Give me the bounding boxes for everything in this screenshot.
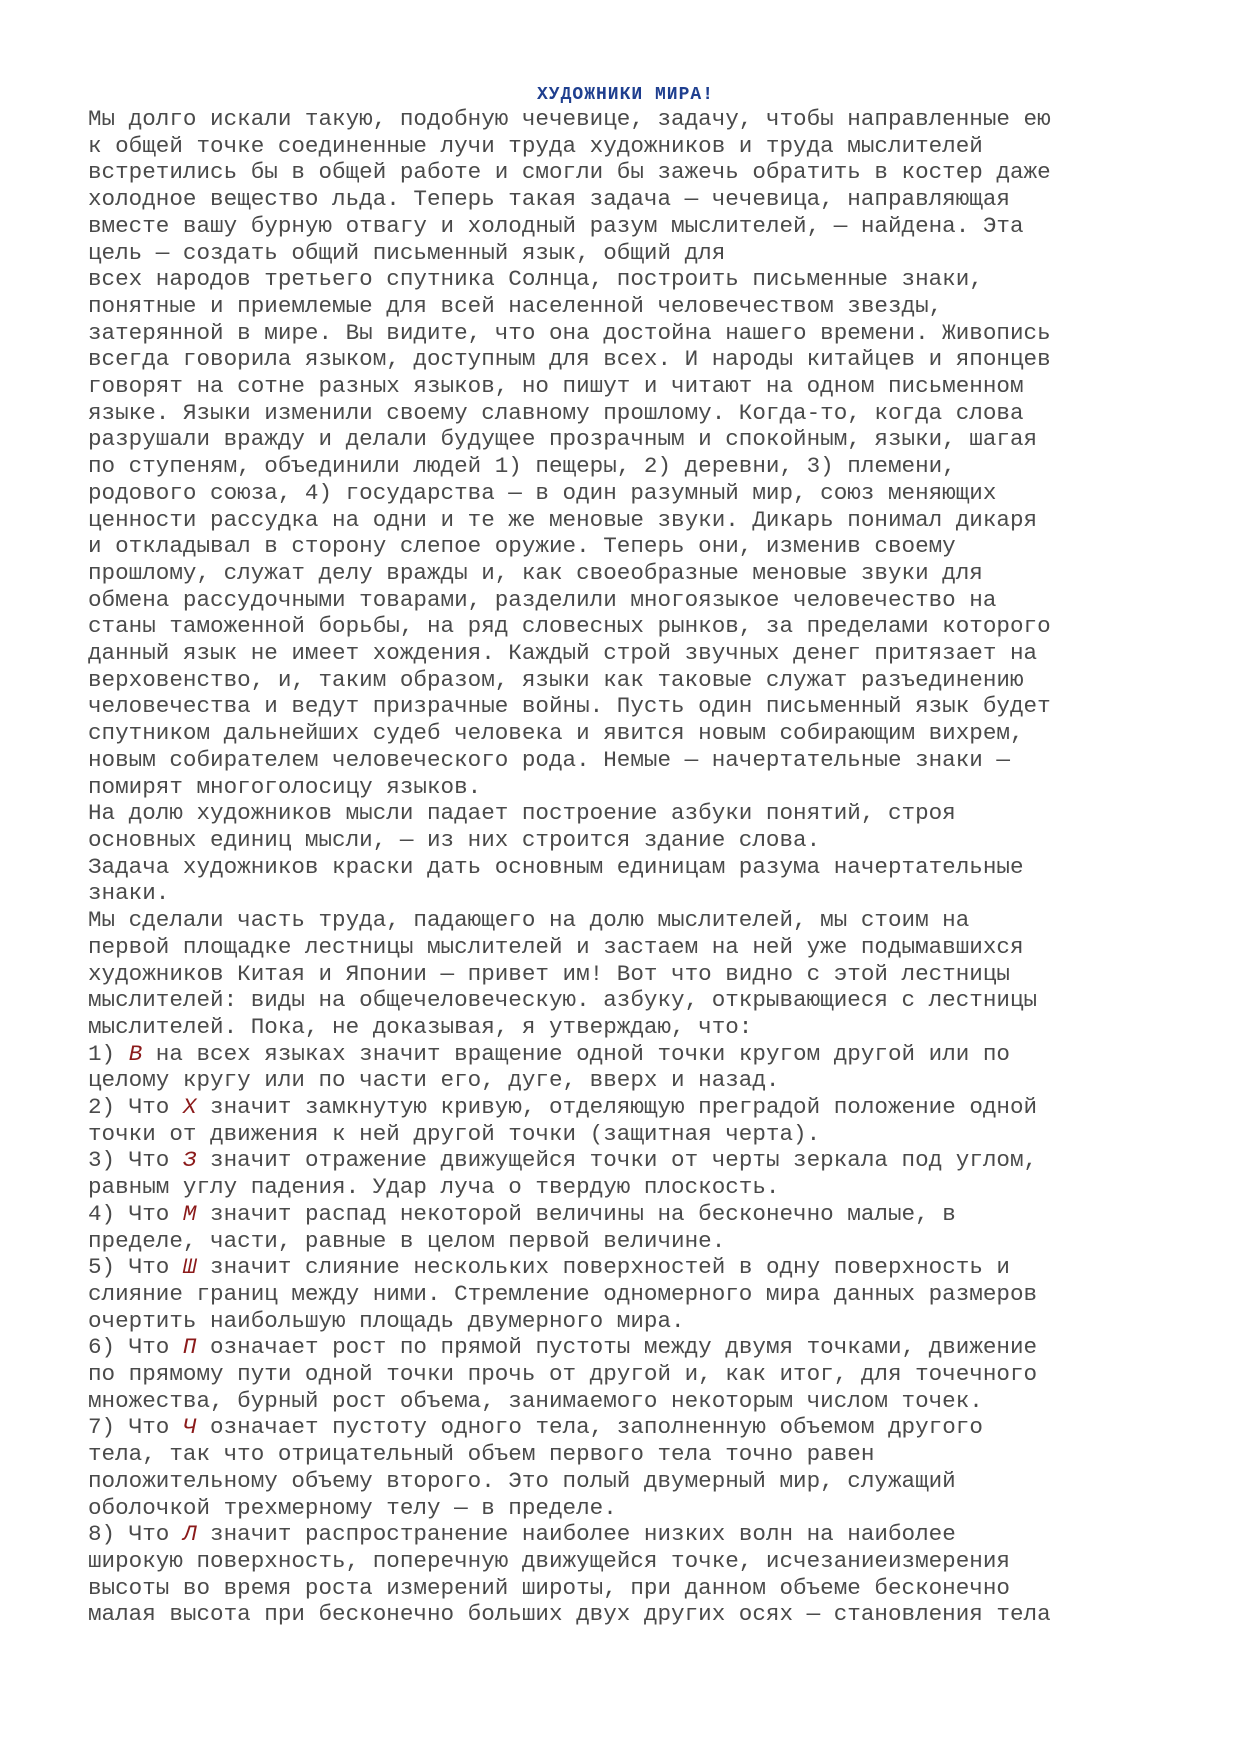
list-item <box>88 1414 1163 1521</box>
list-item-prefix: 3) Что <box>88 1147 183 1174</box>
text-line: по прямому пути одной точки прочь от другой и, как итог, для точечного <box>88 1361 1038 1388</box>
text-line: всегда говорила языком, доступным для всех. И народы китайцев и японцев <box>88 346 1051 373</box>
text-line: Задача художников краски дать основным единицам разума начертательные <box>88 853 1024 880</box>
text-line: первой площадке лестницы мыслителей и застаем на ней уже подымавшихся <box>88 933 1024 960</box>
text-line: прошлому, служат делу вражды и, как своеобразные меновые звуки для <box>88 559 983 586</box>
paragraph-3 <box>88 854 1163 907</box>
text-line: станы таможенной борьбы, на ряд словесных рынков, за пределами которого <box>88 613 1051 640</box>
text-line: холодное вещество льда. Теперь такая задача — чечевица, направляющая <box>88 186 1010 213</box>
list-item-first-line <box>88 1334 1163 1361</box>
text-line: художников Китая и Японии — привет им! Вот что видно с этой лестницы <box>88 960 1010 987</box>
highlighted-letter: П <box>182 1334 197 1361</box>
list-item-text: значит замкнутую кривую, отделяющую преградой положение одной <box>196 1094 1038 1121</box>
list-item-text: значит отражение движущейся точки от черты зеркала под углом, <box>196 1147 1038 1174</box>
text-line: точки от движения к ней другой точки (защитная черта). <box>88 1120 821 1147</box>
text-line: высоты во время роста измерений широты, при данном объеме бесконечно <box>88 1574 1010 1601</box>
list-item-first-line <box>88 1094 1163 1121</box>
text-line: цель — создать общий письменный язык, общий для <box>88 239 726 266</box>
text-line: затерянной в мире. Вы видите, что она достойна нашего времени. Живопись <box>88 319 1051 346</box>
list-item-first-line <box>88 1147 1163 1174</box>
list-item-prefix: 7) Что <box>88 1414 183 1441</box>
list-item-text: значит слияние нескольких поверхностей в одну поверхность и <box>196 1254 1010 1281</box>
text-line: основных единиц мысли, — из них строится здание слова. <box>88 826 821 853</box>
paragraph-4 <box>88 907 1163 1041</box>
text-line: равным углу падения. Удар луча о твердую плоскость. <box>88 1174 780 1201</box>
document-page <box>88 84 1163 1628</box>
text-line: встретились бы в общей работе и смогли бы зажечь обратить в костер даже <box>88 159 1051 186</box>
text-line: данный язык не имеет хождения. Каждый строй звучных денег притязает на <box>88 640 1038 667</box>
list-item-text: значит распад некоторой величины на бесконечно малые, в <box>196 1200 956 1227</box>
text-line: широкую поверхность, поперечную движущейся точке, исчезаниеизмерения <box>88 1547 1010 1574</box>
highlighted-letter: З <box>182 1147 197 1174</box>
text-line: помирят многоголосицу языков. <box>88 773 482 800</box>
list-item-prefix: 6) Что <box>88 1334 183 1361</box>
list-item-prefix: 5) Что <box>88 1254 183 1281</box>
text-line: по ступеням, объединили людей 1) пещеры, 2) деревни, 3) племени, <box>88 453 956 480</box>
list-item <box>88 1041 1163 1094</box>
text-line: обмена рассудочными товарами, разделили многоязыкое человечество на <box>88 586 997 613</box>
highlighted-letter: Л <box>182 1521 197 1548</box>
text-line: всех народов третьего спутника Солнца, построить письменные знаки, <box>88 266 983 293</box>
text-line: к общей точке соединенные лучи труда художников и труда мыслителей <box>88 132 983 159</box>
list-item-first-line <box>88 1414 1163 1441</box>
text-line: спутником дальнейших судеб человека и явится новым собирающим вихрем, <box>88 720 1024 747</box>
text-line: языке. Языки изменили своему славному прошлому. Когда-то, когда слова <box>88 399 1024 426</box>
text-line: ценности рассудка на одни и те же меновые звуки. Дикарь понимал дикаря <box>88 506 1038 533</box>
list-item-prefix: 8) Что <box>88 1521 183 1548</box>
text-line: человечества и ведут призрачные войны. Пусть один письменный язык будет <box>88 693 1051 720</box>
text-line: и откладывал в сторону слепое оружие. Теперь они, изменив своему <box>88 533 956 560</box>
text-line: понятные и приемлемые для всей населенной человечеством звезды, <box>88 292 943 319</box>
text-line: оболочкой трехмерному телу — в пределе. <box>88 1494 617 1521</box>
list-item-first-line <box>88 1521 1163 1548</box>
page-title: ХУДОЖНИКИ МИРА! <box>536 85 715 105</box>
text-line: новым собирателем человеческого рода. Немые — начертательные знаки — <box>88 746 1010 773</box>
text-line: положительному объему второго. Это полый двумерный мир, служащий <box>88 1467 956 1494</box>
text-line: множества, бурный рост объема, занимаемого некоторым числом точек. <box>88 1387 983 1414</box>
text-line: тела, так что отрицательный объем первого тела точно равен <box>88 1441 875 1468</box>
text-line: родового союза, 4) государства — в один разумный мир, союз меняющих <box>88 479 997 506</box>
text-line: очертить наибольшую площадь двумерного мира. <box>88 1307 685 1334</box>
list-item-prefix: 2) Что <box>88 1094 183 1121</box>
list-item-first-line <box>88 1201 1163 1228</box>
highlighted-letter: Ч <box>182 1414 197 1441</box>
text-line: говорят на сотне разных языков, но пишут и читают на одном письменном <box>88 373 1024 400</box>
text-line: мыслителей. Пока, не доказывая, я утверждаю, что: <box>88 1013 753 1040</box>
list-item <box>88 1334 1163 1414</box>
highlighted-letter: В <box>128 1040 143 1067</box>
text-line: малая высота при бесконечно больших двух других осях — становления тела <box>88 1601 1051 1628</box>
text-line: мыслителей: виды на общечеловеческую. азбуку, открывающиеся с лестницы <box>88 987 1038 1014</box>
highlighted-letter: Ш <box>182 1254 197 1281</box>
list-item-text: означает пустоту одного тела, заполненную объемом другого <box>196 1414 983 1441</box>
text-line: пределе, части, равные в целом первой величине. <box>88 1227 726 1254</box>
text-line: верховенство, и, таким образом, языки как таковые служат разъединению <box>88 666 1024 693</box>
letter-definitions-list <box>88 1041 1163 1628</box>
text-line: На долю художников мысли падает построение азбуки понятий, строя <box>88 800 956 827</box>
list-item-text: на всех языках значит вращение одной точки кругом другой или по <box>142 1040 1010 1067</box>
list-item <box>88 1521 1163 1628</box>
paragraph-2 <box>88 800 1163 853</box>
list-item-text: означает рост по прямой пустоты между двумя точками, движение <box>196 1334 1038 1361</box>
highlighted-letter: М <box>182 1200 197 1227</box>
intro-paragraph <box>88 106 1163 800</box>
list-item-text: значит распространение наиболее низких волн на наиболее <box>196 1521 956 1548</box>
list-item <box>88 1201 1163 1254</box>
text-line: знаки. <box>88 880 170 907</box>
text-line: Мы сделали часть труда, падающего на долю мыслителей, мы стоим на <box>88 907 970 934</box>
text-line: целому кругу или по части его, дуге, вверх и назад. <box>88 1067 780 1094</box>
list-item-first-line <box>88 1041 1163 1068</box>
text-line: разрушали вражду и делали будущее прозрачным и спокойным, языки, шагая <box>88 426 1038 453</box>
text-line: слияние границ между ними. Стремление одномерного мира данных размеров <box>88 1280 1038 1307</box>
text-line: вместе вашу бурную отвагу и холодный разум мыслителей, — найдена. Эта <box>88 212 1024 239</box>
list-item <box>88 1094 1163 1147</box>
text-line: Мы долго искали такую, подобную чечевице, задачу, чтобы направленные ею <box>88 106 1051 132</box>
list-item <box>88 1147 1163 1200</box>
list-item-first-line <box>88 1254 1163 1281</box>
list-item <box>88 1254 1163 1334</box>
list-item-prefix: 4) Что <box>88 1200 183 1227</box>
list-item-prefix: 1) <box>88 1040 129 1067</box>
highlighted-letter: X <box>182 1094 197 1121</box>
